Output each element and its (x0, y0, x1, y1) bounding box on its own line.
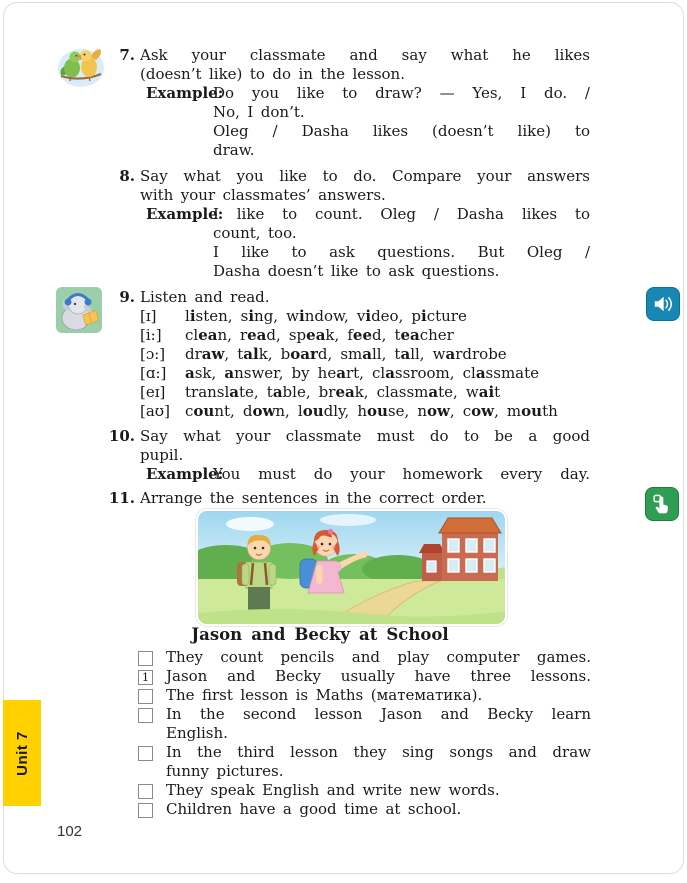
example-line: Do you like to draw? — Yes, I do. / (213, 84, 590, 102)
phonetic-row (140, 345, 590, 364)
item-line: funny pictures. (166, 762, 284, 780)
phonetic-row (140, 307, 590, 326)
item-line: They speak English and write new words. (166, 781, 500, 799)
item-line: Children have a good time at school. (166, 800, 462, 818)
example-line: count, too. (213, 224, 297, 242)
exercise-8 (106, 167, 590, 281)
exercise-7-example (146, 84, 590, 160)
exercise-8-text-line: with your classmates’ answers. (140, 186, 386, 204)
phonetic-row (140, 364, 590, 383)
speaker-icon (652, 293, 674, 315)
unit-tab-label: Unit 7 (13, 730, 31, 776)
exercise-11 (106, 489, 590, 508)
story-title: Jason and Becky at School (191, 625, 449, 644)
sound-symbol: [eɪ] (140, 383, 166, 401)
example-line: draw. (213, 141, 255, 159)
phonetic-row (140, 383, 590, 402)
exercise-10-text-line: pupil. (140, 446, 184, 464)
order-checkbox[interactable] (138, 746, 153, 761)
example-line: Oleg / Dasha likes (doesn’t like) to (213, 122, 590, 140)
item-line: Jason and Becky usually have three lessons. (166, 667, 591, 685)
example-label: Example: (146, 205, 224, 223)
exercise-8-example (146, 205, 590, 281)
phonetic-row (140, 402, 590, 421)
sentence-order-list (138, 648, 590, 819)
word-list: count, down, loudly, house, now, cow, mouth (185, 402, 558, 420)
exercise-7 (106, 46, 590, 160)
interactive-task-button[interactable] (645, 487, 679, 521)
order-checkbox[interactable] (138, 689, 153, 704)
exercise-10 (106, 427, 590, 484)
item-line: In the second lesson Jason and Becky learn (166, 705, 591, 723)
order-checkbox[interactable] (138, 803, 153, 818)
item-line: In the third lesson they sing songs and draw (166, 743, 591, 761)
word-list: translate, table, break, classmate, wait (185, 383, 501, 401)
school-scene-illustration (198, 511, 505, 624)
sound-symbol: [aʊ] (140, 402, 170, 420)
exercise-8-text-line: Say what you like to do. Compare your answers (140, 167, 590, 185)
list-item (138, 705, 590, 743)
example-line: You must do your homework every day. (213, 465, 590, 483)
item-line: The first lesson is Maths (математика). (166, 686, 483, 704)
exercise-10-number: 10. (108, 427, 135, 445)
phonetic-row (140, 326, 590, 345)
exercise-11-number: 11. (108, 489, 135, 507)
list-item (138, 800, 590, 819)
audio-button[interactable] (646, 287, 680, 321)
exercise-10-text-line: Say what your classmate must do to be a good (140, 427, 590, 445)
sound-symbol: [ɑ:] (140, 364, 167, 382)
item-line: English. (166, 724, 228, 742)
sound-symbol: [ɔ:] (140, 345, 166, 363)
exercise-7-text-line: (doesn’t like) to do in the lesson. (140, 65, 405, 83)
word-list: ask, answer, by heart, classroom, classmate (185, 364, 540, 382)
exercise-11-text-line: Arrange the sentences in the correct order. (140, 489, 487, 507)
example-line: Dasha doesn’t like to ask questions. (213, 262, 500, 280)
list-item (138, 686, 590, 705)
page-number: 102 (57, 823, 83, 840)
sound-symbol: [ɪ] (140, 307, 157, 325)
item-line: They count pencils and play computer games. (166, 648, 591, 666)
word-list: listen, sing, window, video, picture (185, 307, 467, 325)
unit-tab (3, 700, 41, 806)
order-checkbox[interactable] (138, 708, 153, 723)
example-line: I like to ask questions. But Oleg / (213, 243, 590, 261)
exercise-9-number: 9. (119, 288, 135, 306)
listening-elephant-icon (56, 287, 102, 333)
exercise-7-text-line: Ask your classmate and say what he likes (140, 46, 590, 64)
pair-work-birds-icon (56, 44, 106, 92)
example-label: Example: (146, 465, 224, 483)
exercise-9 (106, 288, 590, 421)
exercise-8-number: 8. (119, 167, 135, 185)
list-item (138, 781, 590, 800)
example-line: No, I don’t. (213, 103, 305, 121)
list-item (138, 648, 590, 667)
list-item (138, 743, 590, 781)
example-label: Example: (146, 84, 224, 102)
exercise-7-number: 7. (119, 46, 135, 64)
word-list: draw, talk, board, small, tall, wardrobe (185, 345, 507, 363)
exercise-10-example (146, 465, 590, 484)
order-checkbox[interactable] (138, 784, 153, 799)
exercise-9-text-line: Listen and read. (140, 288, 270, 306)
word-list: clean, read, speak, feed, teacher (185, 326, 454, 344)
order-checkbox[interactable]: 1 (138, 670, 153, 685)
order-checkbox[interactable] (138, 651, 153, 666)
example-line: I like to count. Oleg / Dasha likes to (213, 205, 590, 223)
tap-hand-icon (651, 493, 673, 515)
sound-symbol: [i:] (140, 326, 162, 344)
list-item (138, 667, 590, 686)
